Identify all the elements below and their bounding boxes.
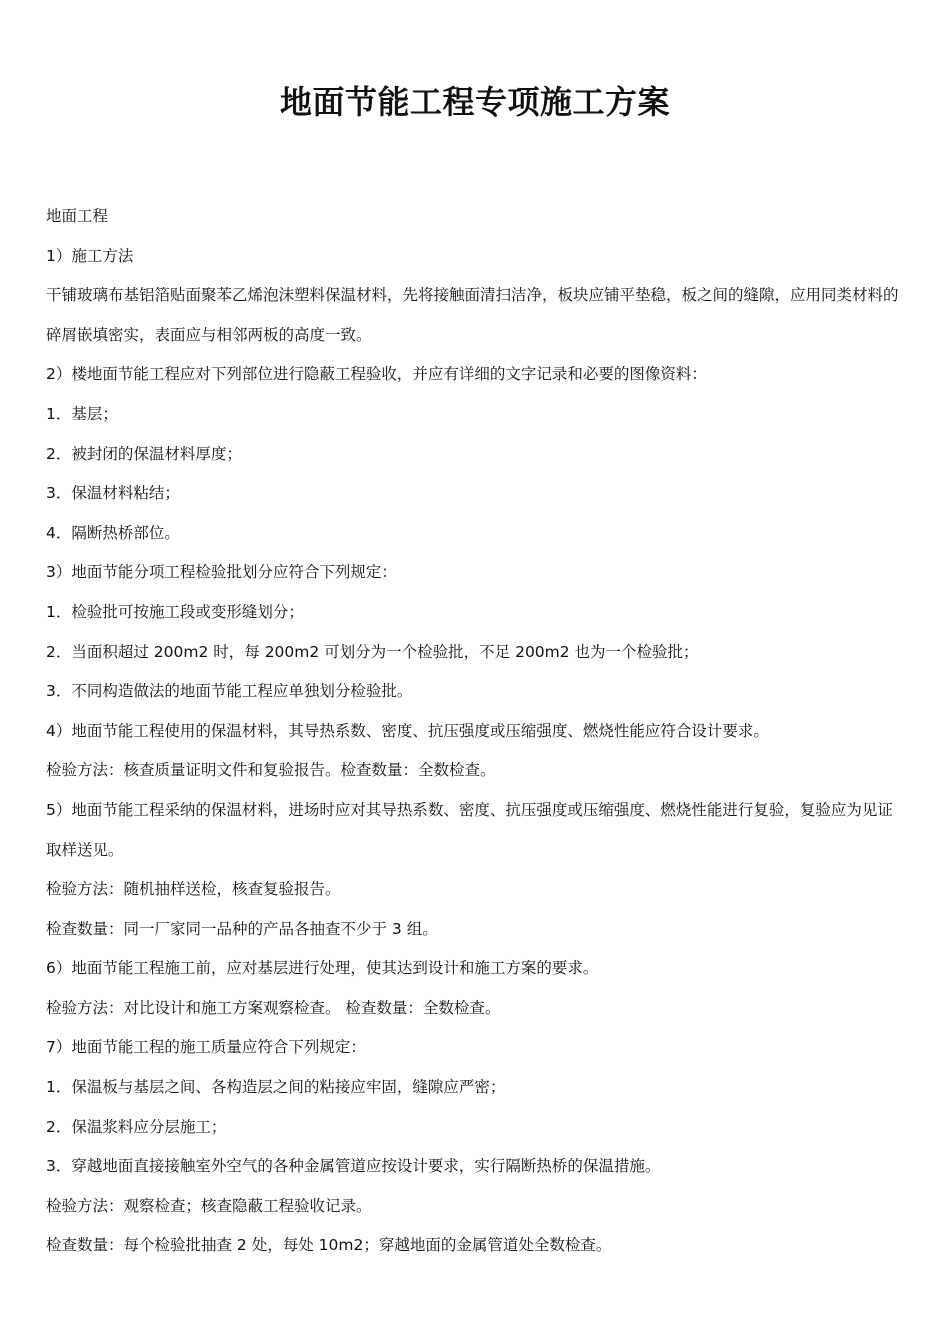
inspection-method-text: 检验方法：随机抽样送检，核查复验报告。 (46, 880, 341, 899)
list-item: 2．当面积超过 200m2 时，每 200m2 可划分为一个检验批，不足 200m2 也为一个检验批； (46, 642, 699, 661)
list-item: 1．检验批可按施工段或变形缝划分； (46, 602, 304, 621)
section-heading-material-retest: 5）地面节能工程采纳的保温材料，进场时应对其导热系数、密度、抗压强度或压缩强度、燃烧性能进行复验，复验应为见证取样送见。 (46, 800, 893, 859)
inspection-method-text: 检验方法：观察检查；核查隐蔽工程验收记录。 (46, 1196, 372, 1215)
inspection-quantity-text: 检查数量：同一厂家同一品种的产品各抽查不少于 3 组。 (46, 919, 438, 938)
list-item: 1．基层； (46, 404, 118, 423)
document-body (46, 197, 906, 1266)
document-title: 地面节能工程专项施工方案 (279, 83, 670, 121)
list-item: 3．穿越地面直接接触室外空气的各种金属管道应按设计要求，实行隔断热桥的保温措施。 (46, 1157, 661, 1176)
inspection-method-text: 检验方法：核查质量证明文件和复验报告。检查数量：全数检查。 (46, 761, 496, 780)
section-heading-construction-quality: 7）地面节能工程的施工质量应符合下列规定： (46, 1038, 366, 1057)
inspection-quantity-text: 检查数量：每个检验批抽查 2 处，每处 10m2；穿越地面的金属管道处全数检查。 (46, 1236, 612, 1255)
list-item: 2．被封闭的保温材料厚度； (46, 444, 242, 463)
list-item: 1．保温板与基层之间、各构造层之间的粘接应牢固，缝隙应严密； (46, 1078, 506, 1097)
list-item: 2．保温浆料应分层施工； (46, 1117, 227, 1136)
list-item: 3．不同构造做法的地面节能工程应单独划分检验批。 (46, 682, 413, 701)
list-item: 4．隔断热桥部位。 (46, 523, 180, 542)
section-heading-ground-works: 地面工程 (46, 207, 109, 225)
inspection-method-text: 检验方法：对比设计和施工方案观察检查。 检查数量：全数检查。 (46, 998, 501, 1017)
section-heading-construction-method: 1）施工方法 (46, 246, 134, 265)
paragraph-construction-method: 干铺玻璃布基铝箔贴面聚苯乙烯泡沫塑料保温材料，先将接触面清扫洁净，板块应铺平垫稳，板之间的缝隙，应用同类材料的碎屑嵌填密实，表面应与相邻两板的高度一致。 (46, 286, 899, 344)
section-heading-concealed-acceptance: 2）楼地面节能工程应对下列部位进行隐蔽工程验收，并应有详细的文字记录和必要的图像资料： (46, 365, 707, 384)
section-heading-base-treatment: 6）地面节能工程施工前，应对基层进行处理，使其达到设计和施工方案的要求。 (46, 959, 599, 978)
list-item: 3．保温材料粘结； (46, 484, 180, 503)
section-heading-material-requirements: 4）地面节能工程使用的保温材料，其导热系数、密度、抗压强度或压缩强度、燃烧性能应符合设计要求。 (46, 721, 769, 740)
section-heading-inspection-batch: 3）地面节能分项工程检验批划分应符合下列规定： (46, 563, 397, 582)
